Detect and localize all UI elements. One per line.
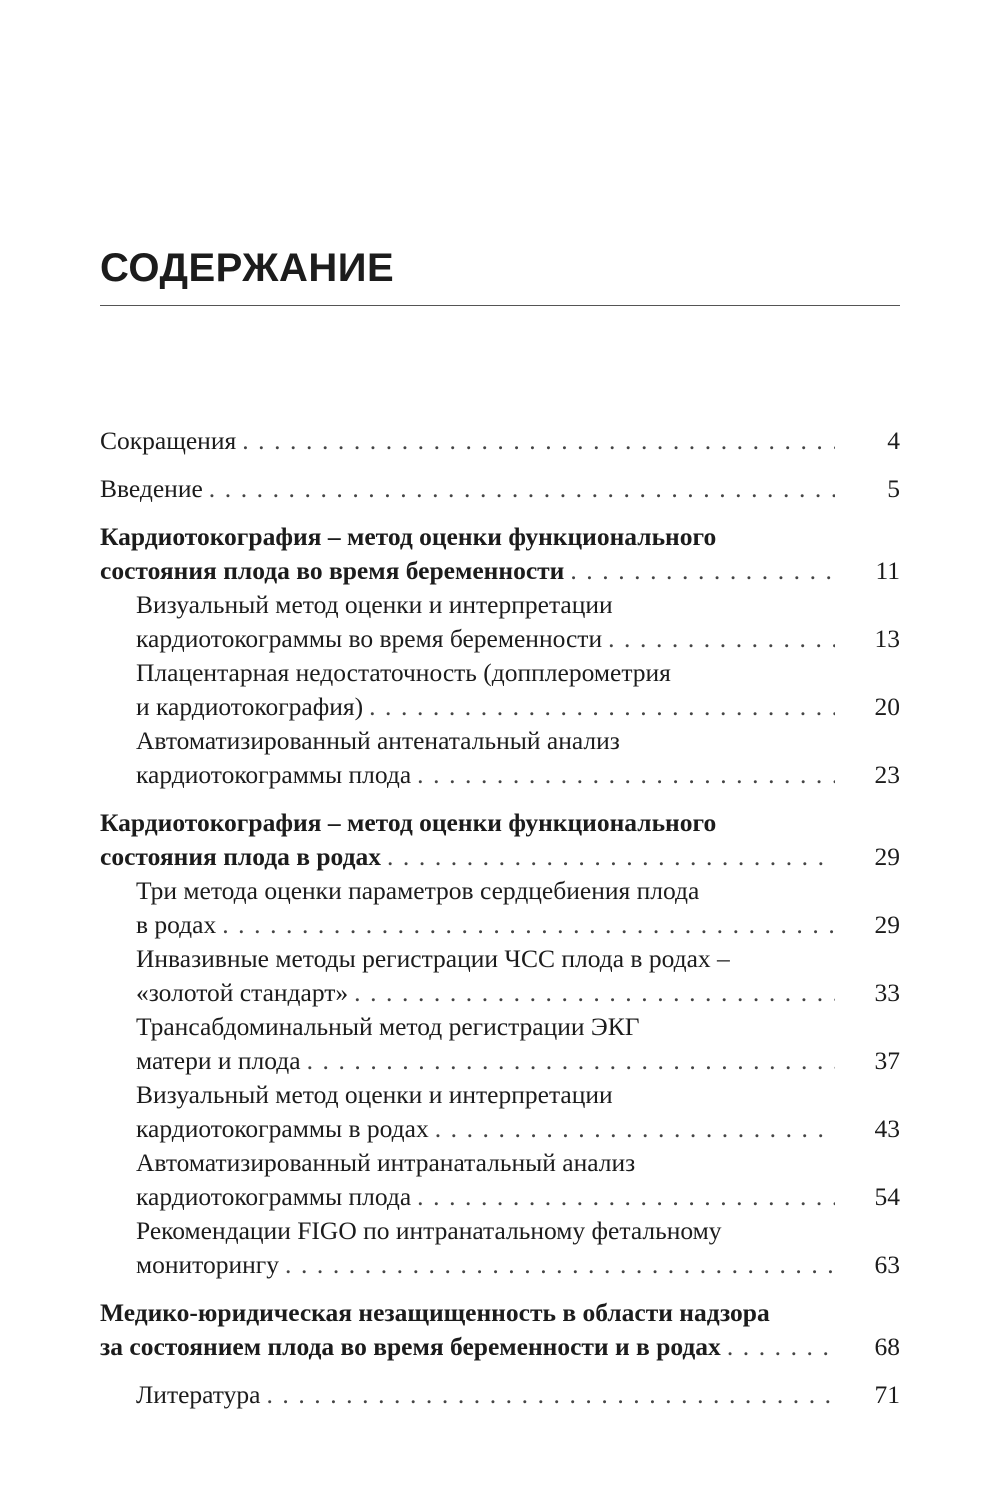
- toc-entry[interactable]: [100, 1296, 900, 1364]
- toc-entry[interactable]: [100, 724, 900, 792]
- dot-leader: [354, 976, 835, 1010]
- dot-leader: [387, 840, 835, 874]
- dot-leader: [570, 554, 835, 588]
- page-title: СОДЕРЖАНИЕ: [100, 246, 395, 290]
- toc-entry-text: Введение: [100, 474, 203, 503]
- toc-page-number: 5: [887, 474, 900, 503]
- toc-page-number: 68: [874, 1332, 900, 1361]
- toc-entry-row: [136, 1112, 835, 1146]
- dot-leader: [608, 622, 835, 656]
- toc-entry[interactable]: [100, 874, 900, 942]
- toc-page-number: 54: [874, 1182, 900, 1211]
- toc-entry-row: [100, 472, 835, 506]
- toc-page-number: 63: [874, 1250, 900, 1279]
- toc-entry[interactable]: [100, 942, 900, 1010]
- toc-entry-row: [136, 690, 835, 724]
- toc-entry-row: [136, 1378, 835, 1412]
- toc-page-number: 29: [874, 842, 900, 871]
- dot-leader: [242, 424, 835, 458]
- toc-entry-text: Литература: [136, 1380, 261, 1409]
- toc-entry-text: Инвазивные методы регистрации ЧСС плода в родах –: [136, 944, 730, 973]
- toc-entry-text: Кардиотокография – метод оценки функционального: [100, 808, 717, 837]
- dot-leader: [435, 1112, 835, 1146]
- dot-leader: [209, 472, 835, 506]
- toc-entry-text: кардиотокограммы плода: [136, 760, 412, 789]
- toc-page-number: 13: [874, 624, 900, 653]
- dot-leader: [369, 690, 835, 724]
- toc-page-number: 43: [874, 1114, 900, 1143]
- toc-entry[interactable]: [100, 656, 900, 724]
- toc-entry-text: Кардиотокография – метод оценки функционального: [100, 522, 717, 551]
- dot-leader: [417, 1180, 835, 1214]
- toc-entry-row: [100, 554, 835, 588]
- toc-entry-text: Автоматизированный интранатальный анализ: [136, 1148, 636, 1177]
- toc-entry-text: «золотой стандарт»: [136, 978, 349, 1007]
- toc-entry-text: в родах: [136, 910, 217, 939]
- toc-entry[interactable]: [100, 806, 900, 874]
- toc-entry[interactable]: [100, 1146, 900, 1214]
- toc-page-number: 37: [874, 1046, 900, 1075]
- toc-entry-text: кардиотокограммы плода: [136, 1182, 412, 1211]
- dot-leader: [222, 908, 835, 942]
- toc-page-number: 29: [874, 910, 900, 939]
- toc-entry[interactable]: [100, 1214, 900, 1282]
- toc-entry-text: Рекомендации FIGO по интранатальному фетальному: [136, 1216, 722, 1245]
- toc-entry-text: кардиотокограммы во время беременности: [136, 624, 603, 653]
- toc-page-number: 20: [874, 692, 900, 721]
- toc-entry-row: [100, 1330, 835, 1364]
- toc-entry-row: [100, 424, 835, 458]
- toc-entry-row: [136, 1180, 835, 1214]
- toc-entry-text: Три метода оценки параметров сердцебиения плода: [136, 876, 700, 905]
- toc-entry-text: Медико-юридическая незащищенность в области надзора: [100, 1298, 770, 1327]
- toc-entry-row: [136, 758, 835, 792]
- table-of-contents: [100, 424, 900, 1412]
- toc-page-number: 11: [875, 556, 900, 585]
- toc-entry-text: Сокращения: [100, 426, 237, 455]
- toc-entry-row: [136, 1044, 835, 1078]
- toc-page-number: 4: [887, 426, 900, 455]
- dot-leader: [266, 1378, 835, 1412]
- toc-entry[interactable]: [100, 472, 900, 506]
- toc-page-number: 71: [874, 1380, 900, 1409]
- toc-entry-row: [136, 1248, 835, 1282]
- dot-leader: [307, 1044, 835, 1078]
- toc-entry-text: Визуальный метод оценки и интерпретации: [136, 1080, 613, 1109]
- toc-entry[interactable]: [100, 1010, 900, 1078]
- title-divider: [100, 305, 900, 306]
- dot-leader: [727, 1330, 835, 1364]
- toc-entry-text: Трансабдоминальный метод регистрации ЭКГ: [136, 1012, 640, 1041]
- toc-entry[interactable]: [100, 1078, 900, 1146]
- toc-entry-text: за состоянием плода во время беременности и в родах: [100, 1332, 721, 1361]
- dot-leader: [285, 1248, 835, 1282]
- toc-entry-row: [136, 976, 835, 1010]
- toc-entry-row: [100, 840, 835, 874]
- toc-entry[interactable]: [100, 424, 900, 458]
- toc-entry-text: и кардиотокография): [136, 692, 364, 721]
- toc-entry-row: [136, 622, 835, 656]
- toc-entry-text: состояния плода во время беременности: [100, 556, 565, 585]
- toc-entry-text: Автоматизированный антенатальный анализ: [136, 726, 620, 755]
- toc-entry-text: Визуальный метод оценки и интерпретации: [136, 590, 613, 619]
- toc-entry[interactable]: [100, 588, 900, 656]
- toc-entry[interactable]: [100, 1378, 900, 1412]
- toc-entry-text: кардиотокограммы в родах: [136, 1114, 429, 1143]
- toc-entry-text: состояния плода в родах: [100, 842, 381, 871]
- toc-page-number: 23: [874, 760, 900, 789]
- toc-entry-text: мониторингу: [136, 1250, 279, 1279]
- dot-leader: [417, 758, 835, 792]
- toc-entry-text: матери и плода: [136, 1046, 301, 1075]
- toc-entry-text: Плацентарная недостаточность (допплерометрия: [136, 658, 671, 687]
- toc-entry-row: [136, 908, 835, 942]
- toc-page-number: 33: [874, 978, 900, 1007]
- toc-entry[interactable]: [100, 520, 900, 588]
